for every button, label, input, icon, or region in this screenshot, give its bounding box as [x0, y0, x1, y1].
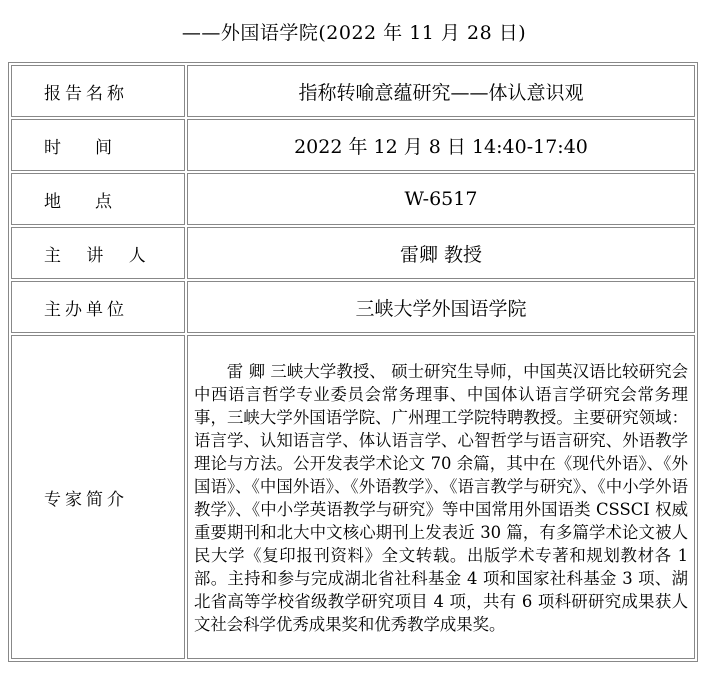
table-row-title — [11, 65, 695, 117]
value-speaker: 雷卿 教授 — [187, 227, 695, 279]
table-row-organizer — [11, 281, 695, 333]
table-row-time — [11, 119, 695, 171]
label-organizer: 主办单位 — [11, 281, 185, 333]
value-location: W-6517 — [187, 173, 695, 225]
label-bio: 专家简介 — [11, 335, 185, 659]
label-time: 时 间 — [11, 119, 185, 171]
value-organizer: 三峡大学外国语学院 — [187, 281, 695, 333]
label-location: 地 点 — [11, 173, 185, 225]
lecture-info-table — [8, 62, 698, 662]
label-speaker: 主 讲 人 — [11, 227, 185, 279]
value-time: 2022 年 12 月 8 日 14:40-17:40 — [187, 119, 695, 171]
table-row-speaker — [11, 227, 695, 279]
bio-paragraph: 雷 卿 三峡大学教授、 硕士研究生导师，中国英汉语比较研究会中西语言哲学专业委员会常务理事、中国体认语言学研究会常务理事，三峡大学外国语学院、广州理工学院特聘教授。主要研究领域：语言学、认知语言学、体认语言学、心智哲学与语言研究、外语教学理论与方法。公开发表学术论文 70 余篇，其中在《现代外语》、《外国语》、《中国外语》、《外语教学》、《语言教学与研究》、《中小学外语教学》、《中小学英语教学与研究》等中国常用外国语类 CSSCI 权威重要期刊和北大中文核心期刊上发表近 30 篇，有多篇学术论文被人民大学《复印报刊资料》全文转载。出版学术专著和规划教材各 1 部。主持和参与完成湖北省社科基金 4 项和国家社科基金 3 项、湖北省高等学校省级教学研究项目 4 项，共有 6 项科研研究成果获人文社会科学优秀成果奖和优秀教学成果奖。 — [194, 362, 688, 634]
table-row-bio — [11, 335, 695, 659]
table-row-location — [11, 173, 695, 225]
document-title: ——外国语学院(2022 年 11 月 28 日) — [181, 22, 527, 44]
value-bio — [187, 335, 695, 659]
label-report-name: 报告名称 — [11, 65, 185, 117]
value-report-name: 指称转喻意蕴研究——体认意识观 — [187, 65, 695, 117]
